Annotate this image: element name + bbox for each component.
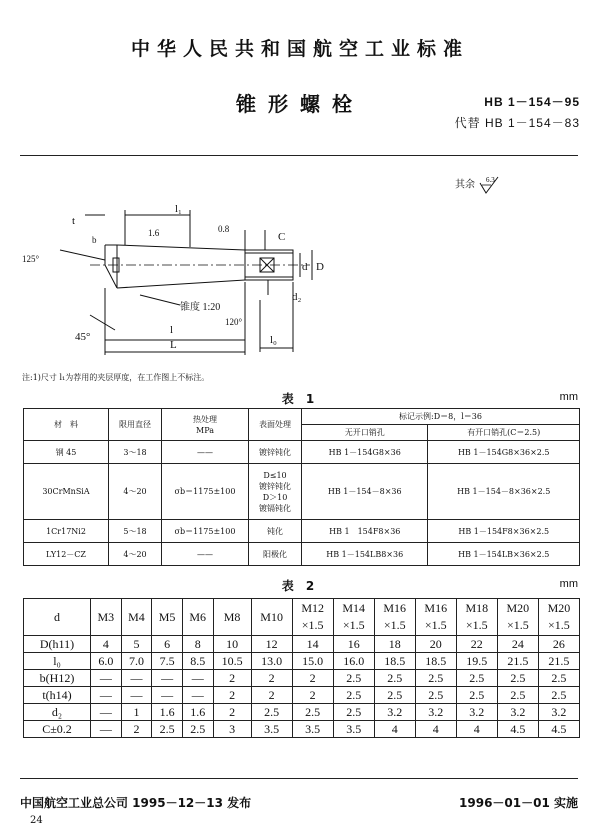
table-cell: 14 (292, 636, 333, 653)
col-with-pin-hole: 有开口销孔(C＝2.5) (428, 425, 580, 441)
replaces-standard: 代替 HB 1－154－83 (454, 116, 580, 130)
table-cell: — (91, 704, 122, 721)
table-cell: 8 (182, 636, 213, 653)
footer-divider (20, 778, 578, 779)
table-cell: 2.5 (182, 721, 213, 738)
column-header: M20 ×1.5 (538, 599, 579, 636)
column-header: M20 ×1.5 (497, 599, 538, 636)
row-label: b(H12) (24, 670, 91, 687)
table-row (24, 687, 580, 704)
table-row (24, 721, 580, 738)
table-cell: 2.5 (497, 687, 538, 704)
table-cell: 10.5 (213, 653, 251, 670)
table-row: 1Cr17Ni2 5～18 σb＝1175±100 钝化 HB 1 154F8×36 HB 1－154F8×36×2.5 (24, 520, 580, 543)
table-row (24, 636, 580, 653)
table-cell: 2.5 (374, 670, 415, 687)
table-cell: 21.5 (497, 653, 538, 670)
column-header: M18 ×1.5 (456, 599, 497, 636)
col-marking-example: 标记示例:D＝8，l＝36 (302, 409, 580, 425)
table-cell: 2 (213, 704, 251, 721)
table-cell: 3.2 (497, 704, 538, 721)
table-row: LY12－CZ 4～20 —— 阳极化 HB 1－154LB8×36 HB 1－154LB×36×2.5 (24, 543, 580, 566)
row-label: D(h11) (24, 636, 91, 653)
page-number: 24 (30, 815, 43, 826)
table-cell: 2 (292, 687, 333, 704)
col-material: 材 料 (24, 409, 109, 441)
table-cell: 26 (538, 636, 579, 653)
table-cell: 2.5 (333, 687, 374, 704)
materials-table (23, 408, 580, 566)
table-cell: 3.2 (538, 704, 579, 721)
column-header: M4 (121, 599, 152, 636)
row-label: t(h14) (24, 687, 91, 704)
roughness-symbol-icon (478, 175, 500, 195)
label-lo: l₀ (270, 334, 277, 346)
table-cell: 13.0 (251, 653, 292, 670)
table-cell: 4 (91, 636, 122, 653)
label-L: L (170, 339, 177, 351)
table-cell: 2.5 (292, 704, 333, 721)
table-cell: 4 (374, 721, 415, 738)
table-cell: 2.5 (374, 687, 415, 704)
label-roughness-1: 1.6 (148, 228, 160, 238)
column-header: M5 (152, 599, 183, 636)
table-cell: 8.5 (182, 653, 213, 670)
table-cell: 12 (251, 636, 292, 653)
table-cell: — (121, 670, 152, 687)
column-header: M12 ×1.5 (292, 599, 333, 636)
label-angle-120: 120° (225, 317, 243, 327)
table1-title: 表 1 (281, 392, 319, 406)
table-cell: 18.5 (415, 653, 456, 670)
table-cell: 2.5 (538, 670, 579, 687)
table-cell: 2.5 (333, 670, 374, 687)
label-angle-45: 45° (75, 331, 91, 343)
table-cell: 5 (121, 636, 152, 653)
table-cell: 6 (152, 636, 183, 653)
table-cell: 2.5 (497, 670, 538, 687)
table-cell: 2.5 (456, 670, 497, 687)
table-row (24, 653, 580, 670)
table-cell: 18 (374, 636, 415, 653)
label-b: b (92, 235, 97, 245)
table-cell: — (182, 687, 213, 704)
table-cell: — (152, 687, 183, 704)
effective-date: 1996－01－01 实施 (459, 796, 578, 810)
column-header: M3 (91, 599, 122, 636)
label-d2: d₂ (292, 291, 302, 303)
header-divider (20, 155, 578, 156)
table-cell: 16 (333, 636, 374, 653)
row-label: C±0.2 (24, 721, 91, 738)
label-d: d (302, 261, 308, 273)
table-cell: 7.5 (152, 653, 183, 670)
table-cell: 2 (251, 670, 292, 687)
table-cell: 2.5 (333, 704, 374, 721)
general-roughness (455, 175, 500, 195)
table-cell: 1 (121, 704, 152, 721)
row-label: l₀ (24, 653, 91, 670)
column-header: M6 (182, 599, 213, 636)
table1-unit: mm (559, 391, 578, 403)
table-cell: 4.5 (497, 721, 538, 738)
table-cell: — (91, 721, 122, 738)
table-cell: 3.2 (456, 704, 497, 721)
table-row (24, 670, 580, 687)
table-cell: 3.2 (415, 704, 456, 721)
table-cell: 2 (121, 721, 152, 738)
dimensions-table (23, 598, 580, 738)
table-row: 30CrMnSiA 4～20 σb＝1175±100 D≤10 镀锌钝化 D＞10 镀镉钝化 HB 1－154－8×36 HB 1－154－8×36×2.5 (24, 464, 580, 520)
col-heat-treatment: 热处理 MPa (162, 409, 249, 441)
label-c: C (278, 231, 286, 243)
table-cell: 16.0 (333, 653, 374, 670)
table-cell: 18.5 (374, 653, 415, 670)
table-cell: 4 (415, 721, 456, 738)
table-cell: 1.6 (152, 704, 183, 721)
issued-by: 中国航空工业总公司 1995－12－13 发布 (20, 796, 252, 810)
label-roughness-2: 0.8 (218, 224, 230, 234)
label-t: t (72, 215, 76, 227)
table-header-row (24, 599, 580, 636)
table-cell: 2 (213, 670, 251, 687)
column-header: M10 (251, 599, 292, 636)
table-cell: 2.5 (415, 670, 456, 687)
column-header: M14 ×1.5 (333, 599, 374, 636)
table-cell: 6.0 (91, 653, 122, 670)
table-cell: 3.5 (333, 721, 374, 738)
table-row (24, 704, 580, 721)
table-cell: 10 (213, 636, 251, 653)
table-cell: 20 (415, 636, 456, 653)
table-cell: — (121, 687, 152, 704)
table-cell: — (182, 670, 213, 687)
table-cell: 1.6 (182, 704, 213, 721)
table-cell: 4.5 (538, 721, 579, 738)
bolt-drawing (20, 200, 350, 365)
label-taper: 锥度 1:20 (180, 302, 221, 313)
table-cell: 21.5 (538, 653, 579, 670)
table-cell: 2.5 (152, 721, 183, 738)
table2-unit: mm (559, 578, 578, 590)
roughness-value: 6.3 (486, 176, 495, 184)
column-header: M16 ×1.5 (415, 599, 456, 636)
label-D: D (316, 261, 324, 273)
drawing-note: 注:1)尺寸 l₁为荐用的夹层厚度，在工作图上不标注。 (22, 373, 210, 382)
table-row: 钢 45 3～18 —— 镀锌钝化 HB 1－154G8×36 HB 1－154G8×36×2.5 (24, 441, 580, 464)
table-cell: — (91, 670, 122, 687)
table-cell: 3.2 (374, 704, 415, 721)
table-cell: 15.0 (292, 653, 333, 670)
row-label: d₂ (24, 704, 91, 721)
table-cell: 3 (213, 721, 251, 738)
table-cell: 19.5 (456, 653, 497, 670)
table-cell: 2.5 (415, 687, 456, 704)
column-header: M8 (213, 599, 251, 636)
column-header: d (24, 599, 91, 636)
col-no-pin-hole: 无开口销孔 (302, 425, 428, 441)
table-cell: 4 (456, 721, 497, 738)
table-cell: 3.5 (251, 721, 292, 738)
label-angle-125: 125° (22, 254, 40, 264)
table-cell: 7.0 (121, 653, 152, 670)
table-cell: — (91, 687, 122, 704)
col-diameter: 限用直径 (109, 409, 162, 441)
table-cell: — (152, 670, 183, 687)
table-cell: 2 (292, 670, 333, 687)
col-surface: 表面处理 (249, 409, 302, 441)
table-cell: 22 (456, 636, 497, 653)
table-cell: 2.5 (538, 687, 579, 704)
table-cell: 2 (251, 687, 292, 704)
org-title: 中华人民共和国航空工业标准 (130, 38, 469, 60)
column-header: M16 ×1.5 (374, 599, 415, 636)
roughness-label: 其余 (455, 179, 475, 191)
table-cell: 2 (213, 687, 251, 704)
table-cell: 2.5 (456, 687, 497, 704)
table-cell: 3.5 (292, 721, 333, 738)
standard-code: HB 1－154－95 (484, 95, 580, 109)
label-l1: l₁ (175, 203, 182, 215)
table-cell: 2.5 (251, 704, 292, 721)
table2-title: 表 2 (281, 579, 319, 593)
table-cell: 24 (497, 636, 538, 653)
label-lo-left: l (170, 324, 174, 336)
doc-title: 锥形螺栓 (236, 92, 364, 116)
